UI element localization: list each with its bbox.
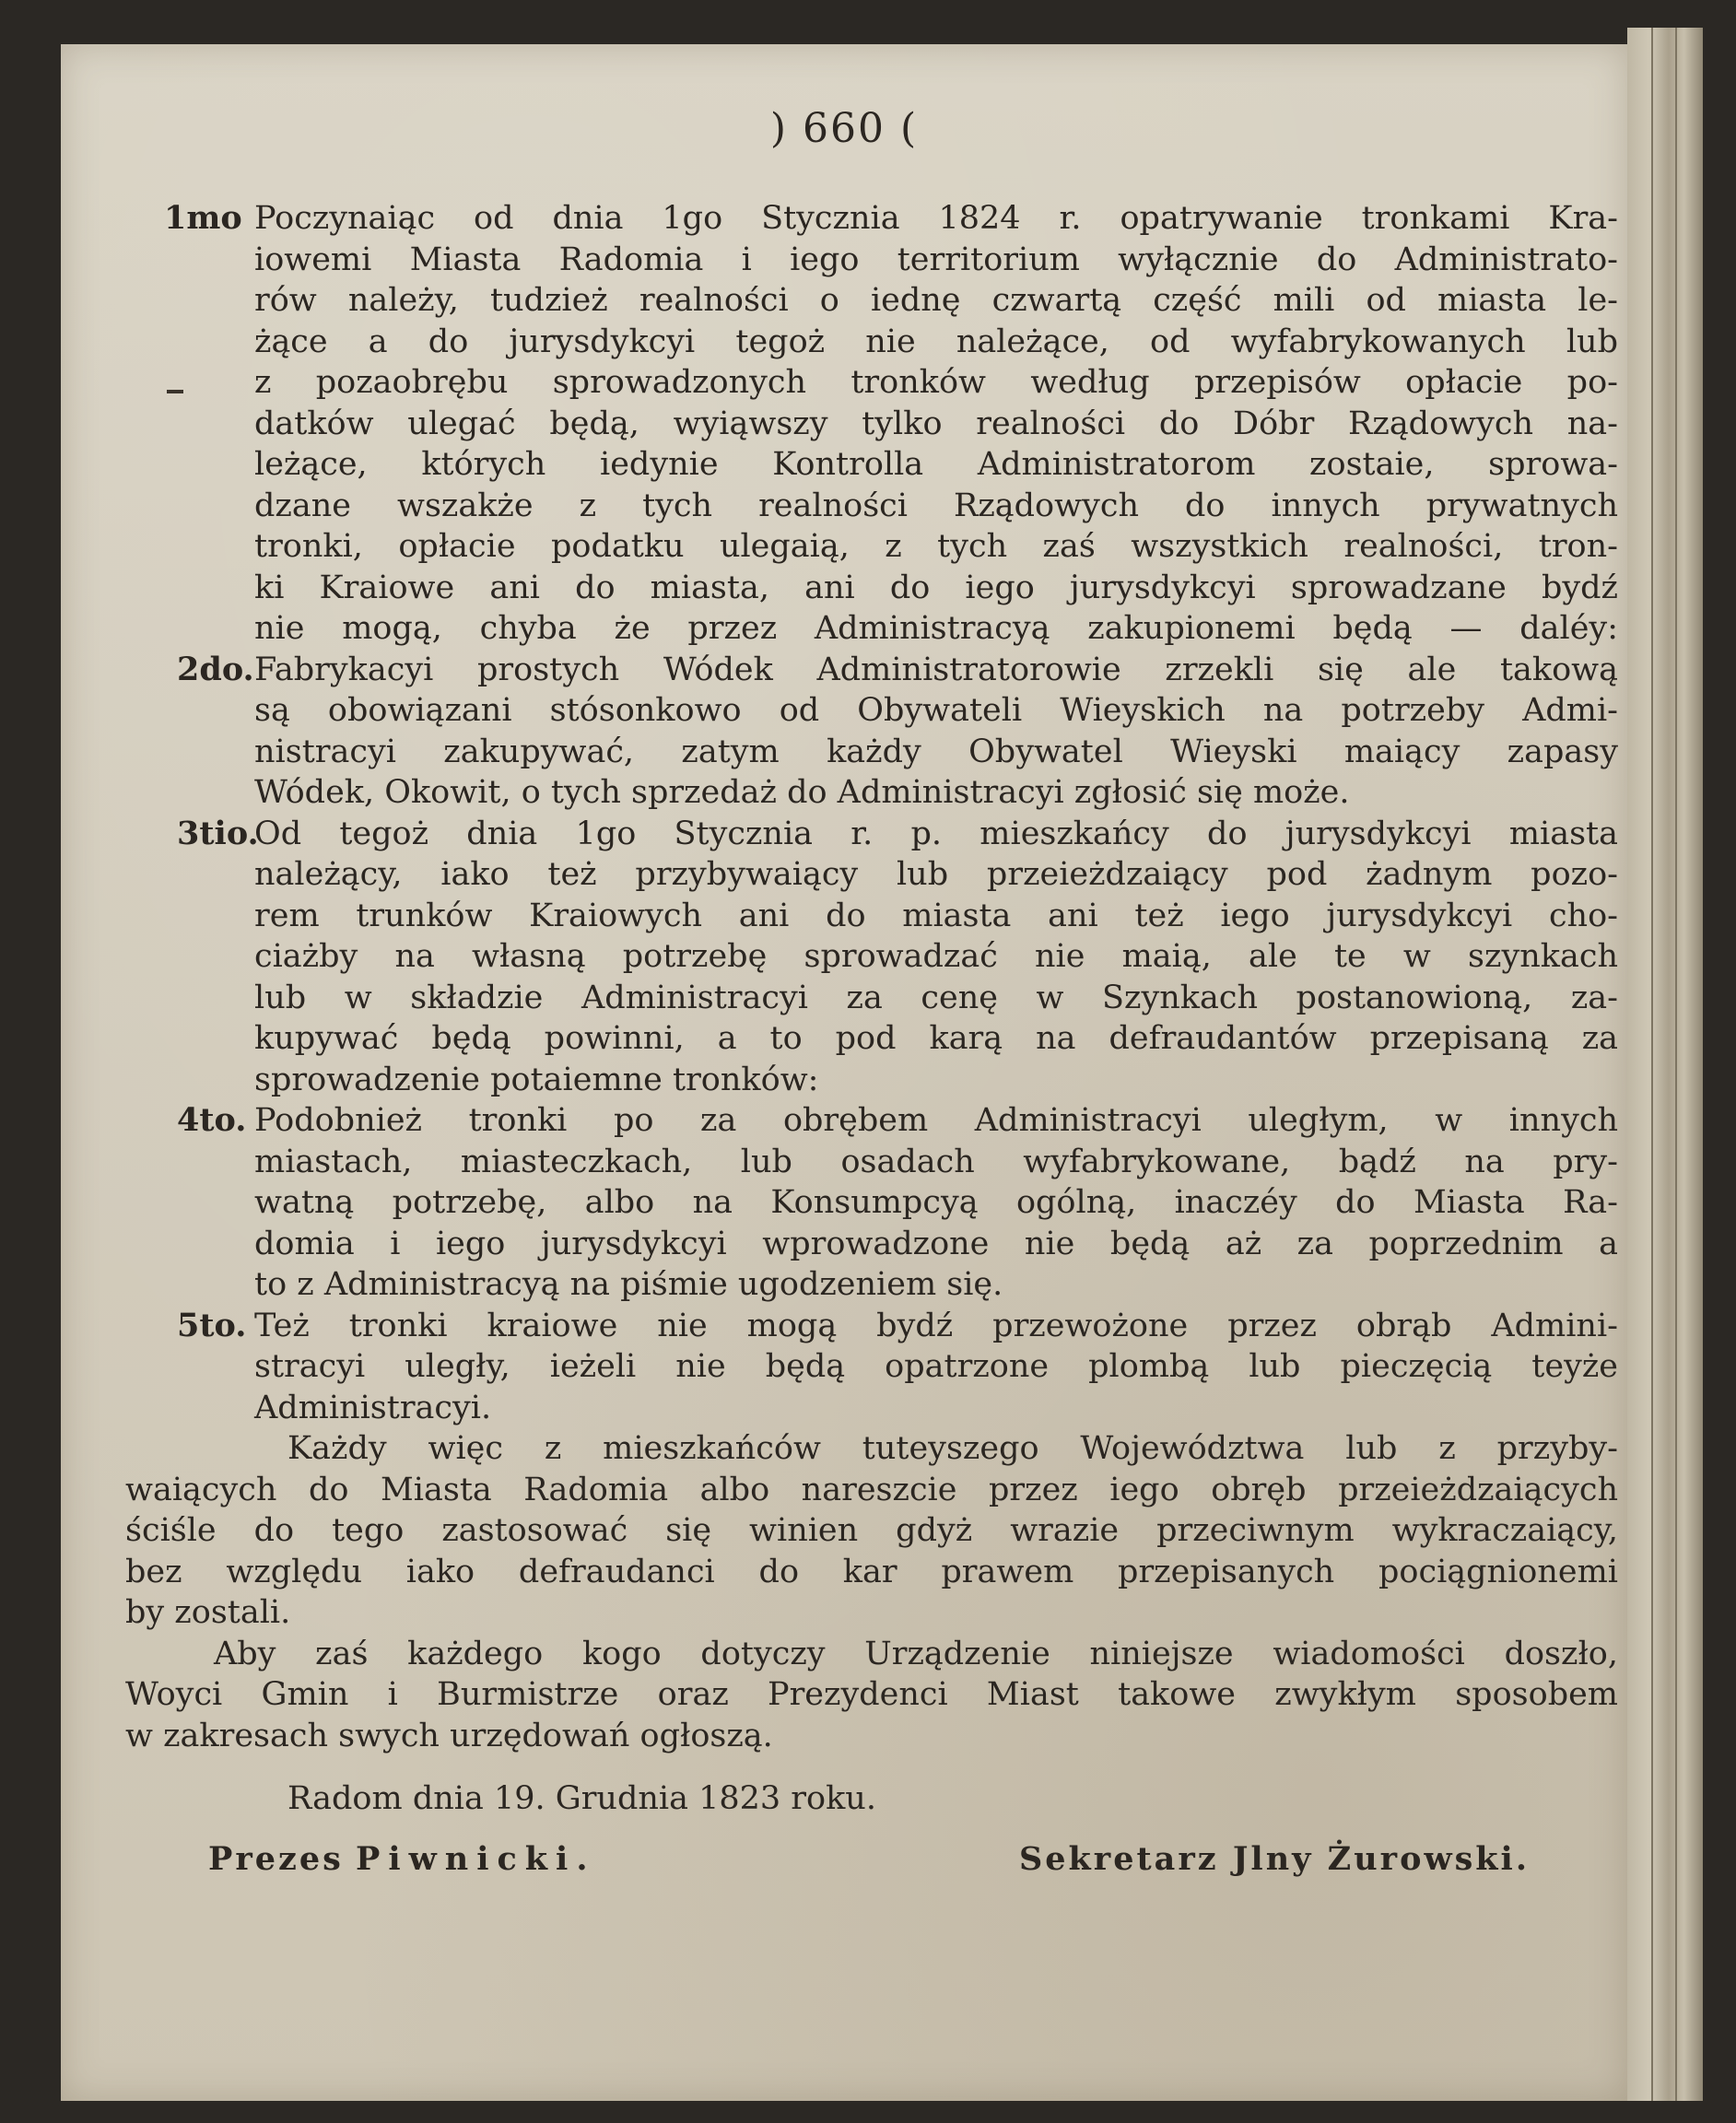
paragraph-number: 1mo — [164, 199, 242, 237]
text-line: miastach, miasteczkach, lub osadach wyfabrykowane, bądź na pry- — [254, 1144, 1618, 1180]
paragraph-number: 2do. — [177, 651, 254, 688]
text-line: w zakresach swych urzędowań ogłoszą. — [125, 1718, 773, 1754]
paragraph-number: 5to. — [177, 1307, 247, 1344]
date-line: Radom dnia 19. Grudnia 1823 roku. — [287, 1780, 876, 1817]
text-line: są obowiązani stósonkowo od Obywateli Wieyskich na potrzeby Admi- — [254, 692, 1618, 729]
text-line: lub w składzie Administracyi za cenę w Szynkach postanowioną, za- — [254, 979, 1618, 1016]
text-line: Każdy więc z mieszkańców tuteyszego Województwa lub z przyby- — [287, 1430, 1618, 1467]
fold-line — [1675, 28, 1677, 2101]
paragraph-number: 4to. — [177, 1101, 247, 1139]
text-line: to z Administracyą na piśmie ugodzeniem się. — [254, 1266, 1003, 1303]
book-fold-edge — [1627, 28, 1703, 2101]
document-page — [61, 44, 1627, 2101]
text-line: Też tronki kraiowe nie mogą bydź przewożone przez obrąb Admini- — [254, 1308, 1618, 1344]
president-name: Piwnicki. — [356, 1840, 596, 1878]
text-line: by zostali. — [125, 1594, 291, 1631]
text-line: nie mogą, chyba że przez Administracyą zakupionemi będą — daléy: — [254, 610, 1618, 647]
text-line: ciażby na własną potrzebę sprowadzać nie maią, ale te w szynkach — [254, 938, 1618, 975]
text-line: Aby zaś każdego kogo dotyczy Urządzenie niniejsze wiadomości doszło, — [214, 1636, 1618, 1672]
text-line: tronki, opłacie podatku ulegaią, z tych zaś wszystkich realności, tron- — [254, 528, 1618, 565]
text-line: rów należy, tudzież realności o iednę czwartą część mili od miasta le- — [254, 282, 1618, 319]
text-line: rem trunków Kraiowych ani do miasta ani też iego jurysdykcyi cho- — [254, 897, 1618, 934]
text-line: watną potrzebę, albo na Konsumpcyą ogólną, inaczéy do Miasta Ra- — [254, 1184, 1618, 1221]
page-number: ) 660 ( — [769, 105, 919, 152]
text-line: z pozaobrębu sprowadzonych tronków według przepisów opłacie po- — [254, 364, 1618, 401]
text-line: Fabrykacyi prostych Wódek Administratorowie zrzekli się ale takową — [254, 651, 1618, 688]
text-line: Poczynaiąc od dnia 1go Stycznia 1824 r. opatrywanie tronkami Kra- — [254, 200, 1618, 237]
document-text — [61, 44, 1627, 2101]
text-line: Podobnież tronki po za obrębem Administracyi uległym, w innych — [254, 1102, 1618, 1139]
text-line: datków ulegać będą, wyiąwszy tylko realności do Dóbr Rządowych na- — [254, 405, 1618, 442]
text-line: bez względu iako defraudanci do kar prawem przepisanych pociągnionemi — [125, 1554, 1618, 1590]
text-line: ki Kraiowe ani do miasta, ani do iego jurysdykcyi sprowadzane bydź — [254, 569, 1618, 606]
paragraph-number: 3tio. — [177, 815, 259, 852]
text-line: waiących do Miasta Radomia albo nareszcie przez iego obręb przeieżdzaiących — [125, 1472, 1618, 1508]
text-line: kupywać będą powinni, a to pod karą na defraudantów przepisaną za — [254, 1020, 1618, 1057]
text-line: Woyci Gmin i Burmistrze oraz Prezydenci Miast takowe zwykłym sposobem — [125, 1676, 1618, 1713]
text-line: dzane wszakże z tych realności Rządowych do innych prywatnych — [254, 487, 1618, 524]
text-line: leżące, których iedynie Kontrolla Administratorom zostaie, sprowa- — [254, 446, 1618, 483]
text-line: stracyi uległy, ieżeli nie będą opatrzone plombą lub pieczęcią teyże — [254, 1348, 1618, 1385]
text-line: iowemi Miasta Radomia i iego territorium wyłącznie do Administrato- — [254, 241, 1618, 278]
text-line: Administracyi. — [254, 1390, 492, 1426]
text-line: domia i iego jurysdykcyi wprowadzone nie będą aż za poprzednim a — [254, 1226, 1618, 1262]
text-line: ściśle do tego zastosować się winien gdyż wrazie przeciwnym wykraczaiący, — [125, 1512, 1618, 1549]
margin-mark — [167, 390, 183, 393]
text-line: Od tegoż dnia 1go Stycznia r. p. mieszkańcy do jurysdykcyi miasta — [254, 815, 1618, 852]
text-line: sprowadzenie potaiemne tronków: — [254, 1062, 819, 1098]
text-line: należący, iako też przybywaiący lub przeieżdzaiący pod żadnym pozo- — [254, 856, 1618, 893]
president-title: Prezes — [208, 1840, 344, 1878]
text-line: Wódek, Okowit, o tych sprzedaż do Administracyi zgłosić się może. — [254, 774, 1350, 811]
text-line: żące a do jurysdykcyi tegoż nie należące, od wyfabrykowanych lub — [254, 323, 1618, 360]
text-line: nistracyi zakupywać, zatym każdy Obywatel Wieyski maiący zapasy — [254, 733, 1618, 770]
secretary-signature: Sekretarz Jlny Żurowski. — [1019, 1840, 1531, 1878]
fold-line — [1651, 28, 1653, 2101]
